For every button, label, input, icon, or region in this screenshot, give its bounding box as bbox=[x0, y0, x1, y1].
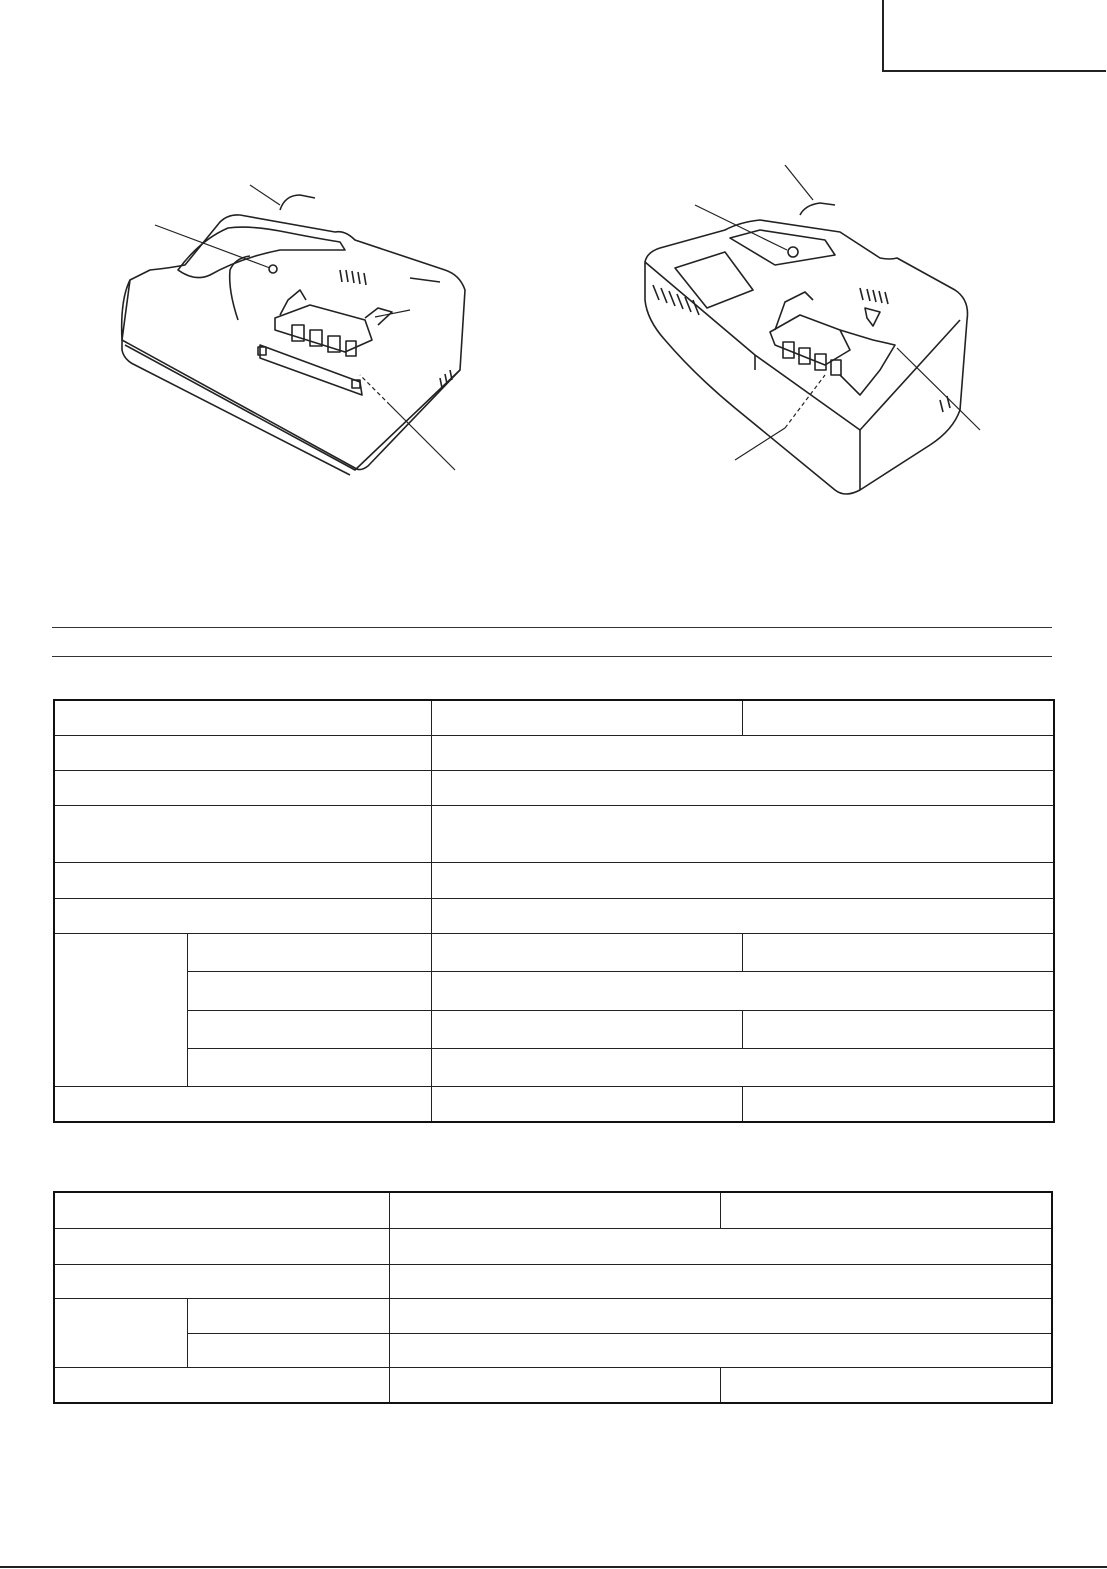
table-row bbox=[54, 933, 1054, 971]
table-cell bbox=[54, 805, 431, 862]
table-cell bbox=[187, 1333, 389, 1367]
table-cell bbox=[187, 933, 431, 971]
table-cell bbox=[431, 862, 1054, 898]
table-row bbox=[54, 862, 1054, 898]
table-cell bbox=[389, 1333, 1052, 1367]
table-row bbox=[54, 1010, 1054, 1048]
table-row bbox=[54, 1333, 1052, 1367]
specifications-table-1 bbox=[53, 699, 1055, 1123]
table-cell bbox=[720, 1367, 1052, 1403]
table-cell bbox=[187, 1010, 431, 1048]
language-tab-box bbox=[882, 0, 1106, 72]
table-cell bbox=[54, 1086, 431, 1122]
table-cell bbox=[720, 1192, 1052, 1228]
table-cell bbox=[54, 735, 431, 770]
table-cell bbox=[431, 898, 1054, 933]
table-cell bbox=[389, 1367, 720, 1403]
charger-figure-left bbox=[110, 170, 510, 480]
table-cell bbox=[431, 805, 1054, 862]
table-row bbox=[54, 971, 1054, 1010]
table-row bbox=[54, 1228, 1052, 1264]
specifications-table-2 bbox=[53, 1191, 1053, 1404]
table-row bbox=[54, 1264, 1052, 1298]
table-cell bbox=[389, 1264, 1052, 1298]
table-cell bbox=[431, 971, 1054, 1010]
table-row bbox=[54, 770, 1054, 805]
table-row bbox=[54, 1298, 1052, 1333]
table-cell bbox=[431, 1086, 742, 1122]
charger-left-illustration bbox=[110, 170, 510, 480]
table-cell bbox=[431, 770, 1054, 805]
table-cell bbox=[389, 1298, 1052, 1333]
table-cell bbox=[742, 1086, 1054, 1122]
table-cell bbox=[742, 700, 1054, 735]
table-cell bbox=[54, 1367, 389, 1403]
table-row bbox=[54, 1192, 1052, 1228]
table-cell bbox=[742, 1010, 1054, 1048]
table-cell bbox=[431, 700, 742, 735]
table-row bbox=[54, 1367, 1052, 1403]
table-row bbox=[54, 1086, 1054, 1122]
charger-right-illustration bbox=[635, 160, 990, 505]
charger-figure-right bbox=[635, 160, 990, 505]
table-cell bbox=[431, 1048, 1054, 1086]
section-rule-top bbox=[52, 627, 1052, 628]
table-cell bbox=[187, 1298, 389, 1333]
table-cell bbox=[187, 1048, 431, 1086]
table-cell bbox=[54, 898, 431, 933]
table-cell bbox=[431, 1010, 742, 1048]
table-cell bbox=[431, 933, 742, 971]
table-cell bbox=[54, 1298, 187, 1367]
table-cell bbox=[54, 933, 187, 1086]
table-row bbox=[54, 898, 1054, 933]
table-cell bbox=[742, 933, 1054, 971]
table-row bbox=[54, 735, 1054, 770]
table-cell bbox=[54, 1264, 389, 1298]
table-cell bbox=[389, 1228, 1052, 1264]
table-row bbox=[54, 1048, 1054, 1086]
table-cell bbox=[54, 770, 431, 805]
page-bottom-rule bbox=[0, 1566, 1107, 1568]
table-row bbox=[54, 805, 1054, 862]
table-cell bbox=[187, 971, 431, 1010]
table-cell bbox=[389, 1192, 720, 1228]
table-cell bbox=[54, 700, 431, 735]
table-row bbox=[54, 700, 1054, 735]
table-cell bbox=[54, 1192, 389, 1228]
table-cell bbox=[431, 735, 1054, 770]
table-cell bbox=[54, 862, 431, 898]
table-cell bbox=[54, 1228, 389, 1264]
section-rule-bottom bbox=[52, 656, 1052, 657]
